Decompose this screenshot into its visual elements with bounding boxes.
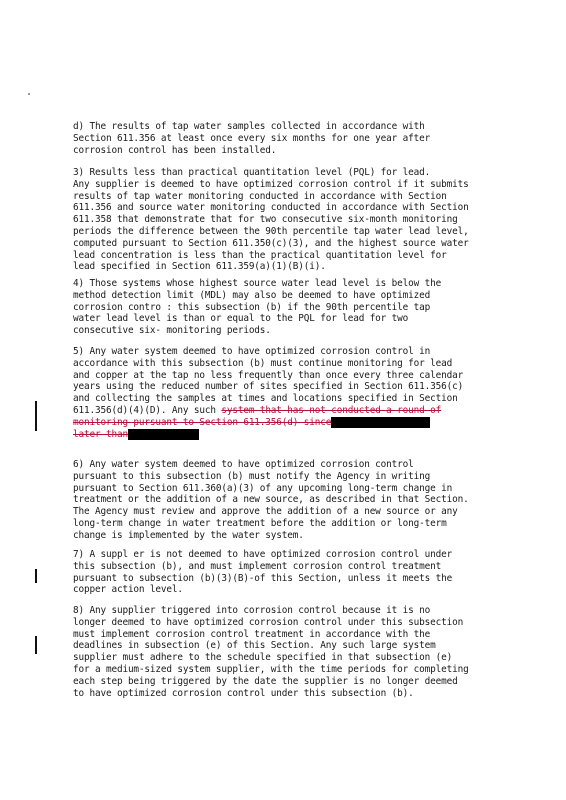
text-line: 8) Any supplier triggered into corrosion control because it is no: [73, 605, 431, 616]
change-bar: [35, 569, 37, 583]
text-line: and collecting the samples at times and locations specified in Section: [73, 393, 458, 405]
paragraph-7: [73, 549, 503, 596]
text-line: pursuant to this subsection (b) must notify the Agency in writing: [73, 470, 431, 482]
paragraph-3: [73, 167, 503, 273]
text-line: corrosion contro : this subsection (b) if the 90th percentile tap: [73, 301, 431, 313]
text-line: for a medium-sized system supplier, with the time periods for completing: [73, 663, 469, 675]
text-line: long-term change in water treatment before the addition or long-term: [73, 517, 447, 529]
redaction-block: [331, 417, 430, 428]
text-line: 611.356 and source water monitoring conducted in accordance with Section: [73, 202, 469, 214]
text-line: treatment or the addition of a new source, as described in that Section.: [73, 494, 469, 506]
text-line: lead concentration is less than the practical quantitation level for: [73, 249, 447, 261]
text-line: to have optimized corrosion control under this subsection (b).: [73, 687, 414, 699]
text-line: [73, 417, 503, 429]
text-line: 3) Results less than practical quantitation level (PQL) for lead.: [73, 167, 431, 178]
text-line: this subsection (b), and must implement corrosion control treatment: [73, 560, 442, 572]
text-line: water lead level is than or equal to the PQL for lead for two: [73, 313, 409, 325]
text-line: must implement corrosion control treatment in accordance with the: [73, 628, 431, 640]
text-line: 5) Any water system deemed to have optimized corrosion control in: [73, 346, 431, 357]
text-line: deadlines in subsection (e) of this Section. Any such large system: [73, 640, 436, 652]
paragraph-8: [73, 605, 503, 699]
redline-deletion: later than: [73, 428, 128, 440]
text-line: 6) Any water system deemed to have optimized corrosion control: [73, 459, 414, 470]
text-line: periods the difference between the 90th percentile tap water lead level,: [73, 225, 469, 237]
text-line: pursuant to Section 611.360(a)(3) of any upcoming long-term change in: [73, 482, 453, 494]
text-line: pursuant to subsection (b)(3)(B)-of this Section, unless it meets the: [73, 572, 453, 584]
scan-speck: [28, 93, 30, 95]
paragraph-d: [73, 121, 503, 156]
text-segment: 611.356(d)(4)(D). Any such: [73, 404, 222, 416]
text-line: [73, 405, 503, 417]
paragraph-4: [73, 278, 503, 337]
paragraph-5: [73, 346, 503, 440]
text-line: method detection limit (MDL) may also be deemed to have optimized: [73, 289, 431, 301]
change-bar: [35, 636, 37, 654]
redline-deletion: system that has not conducted a round of: [221, 404, 442, 416]
text-line: [73, 429, 503, 441]
text-line: longer deemed to have optimized corrosion control under this subsection: [73, 616, 464, 628]
text-line: 7) A suppl er is not deemed to have optimized corrosion control under: [73, 549, 453, 560]
text-line: The Agency must review and approve the addition of a new source or any: [73, 506, 458, 518]
text-line: accordance with this subsection (b) must continue monitoring for lead: [73, 357, 453, 369]
text-line: and copper at the tap no less frequently than once every three calendar: [73, 369, 464, 381]
text-line: Any supplier is deemed to have optimized corrosion control if it submits: [73, 178, 469, 190]
text-line: years using the reduced number of sites specified in Section 611.356(c): [73, 381, 464, 393]
text-line: corrosion control has been installed.: [73, 144, 277, 156]
text-line: copper action level.: [73, 584, 183, 596]
text-line: supplier must adhere to the schedule specified in that subsection (e): [73, 652, 453, 664]
text-line: consecutive six- monitoring periods.: [73, 325, 271, 337]
change-bar: [35, 401, 37, 431]
text-line: 4) Those systems whose highest source water lead level is below the: [73, 278, 442, 289]
text-line: d) The results of tap water samples collected in accordance with: [73, 121, 425, 132]
text-line: lead specified in Section 611.359(a)(1)(B)(i).: [73, 261, 326, 273]
text-line: each step being triggered by the date the supplier is no longer deemed: [73, 675, 458, 687]
redaction-block: [128, 429, 199, 440]
redline-deletion: monitoring pursuant to Section 611.356(d) since: [73, 416, 332, 428]
text-line: Section 611.356 at least once every six months for one year after: [73, 132, 431, 144]
text-line: results of tap water monitoring conducted in accordance with Section: [73, 190, 447, 202]
text-line: change is implemented by the water system.: [73, 529, 304, 541]
paragraph-6: [73, 459, 503, 542]
text-line: 611.358 that demonstrate that for two consecutive six-month monitoring: [73, 214, 458, 226]
text-line: computed pursuant to Section 611.350(c)(3), and the highest source water: [73, 237, 469, 249]
